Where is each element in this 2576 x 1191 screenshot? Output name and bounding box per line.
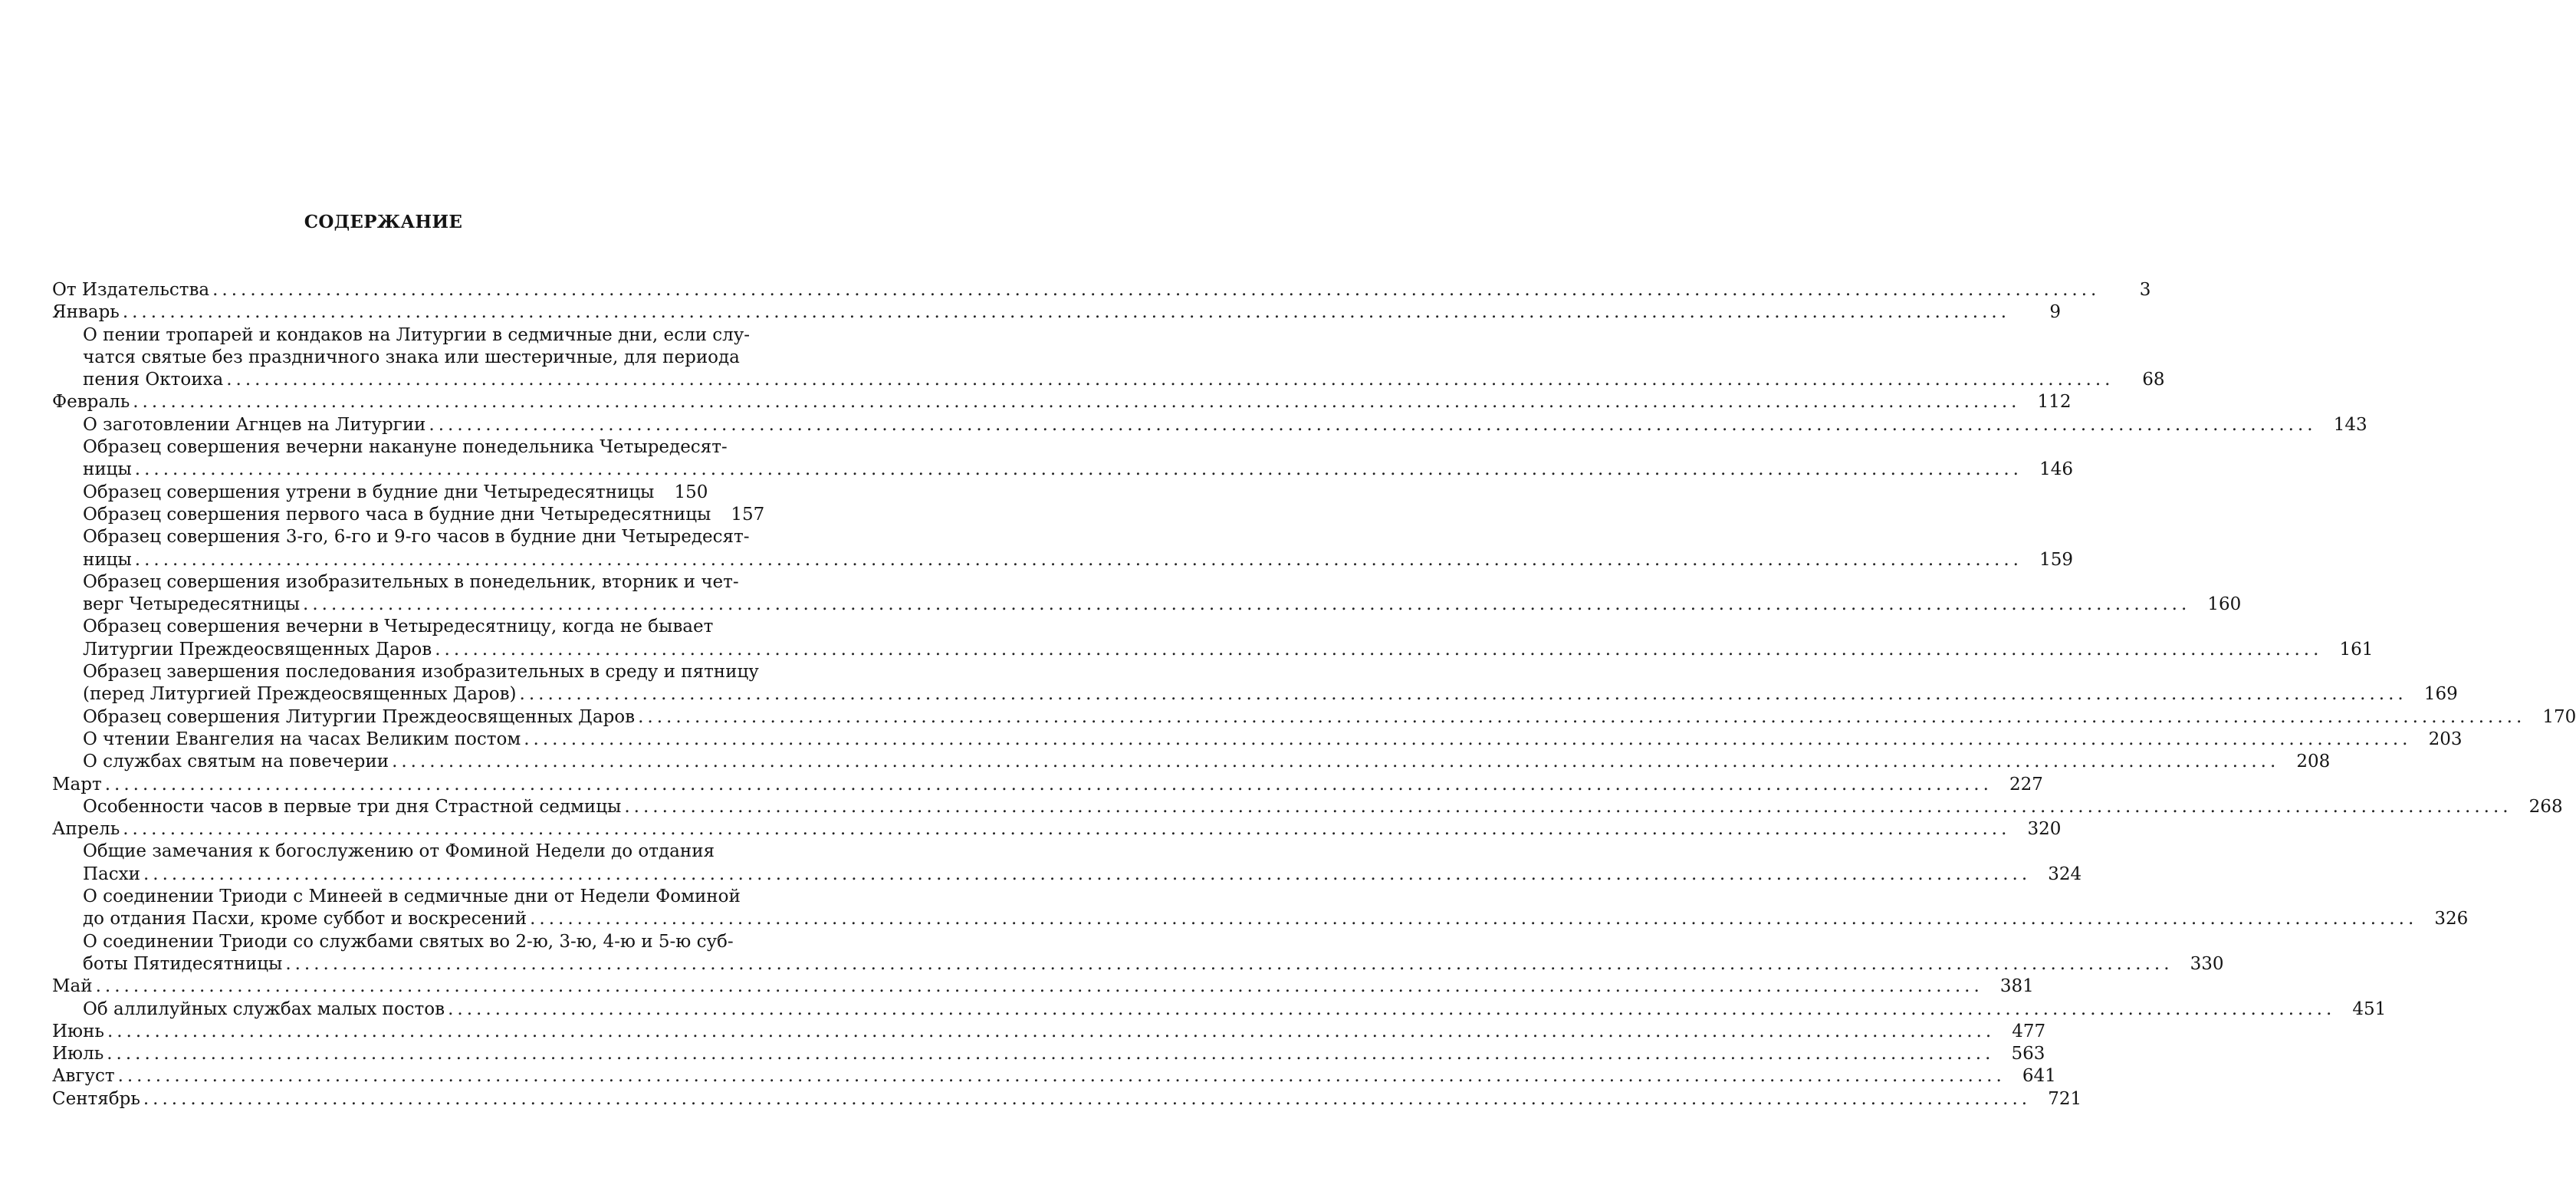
toc-entry-title: О службах святым на повечерии	[83, 752, 389, 772]
toc-entry-title: О чтении Евангелия на часах Великим постом	[83, 729, 521, 749]
page-number: 381	[1999, 976, 2034, 997]
toc-entry-final-line	[83, 683, 2458, 706]
toc-entry[interactable]	[52, 796, 2563, 818]
page-number: 157	[731, 504, 765, 525]
toc-entry-final-line	[83, 999, 2387, 1021]
toc-entry[interactable]	[52, 886, 2469, 931]
toc-entry-final-line	[83, 706, 2576, 729]
page-number: 146	[2039, 459, 2073, 480]
dot-leader: ........................................................................................................................................................................................................	[107, 1021, 1996, 1041]
toc-entry[interactable]	[52, 931, 2224, 976]
dot-leader: ........................................................................................................................................................................................................	[519, 684, 2407, 705]
toc-entry-final-line	[83, 796, 2563, 818]
toc-entry-final-line	[83, 639, 2374, 661]
dot-leader: ........................................................................................................................................................................................................	[303, 594, 2191, 615]
toc-entry[interactable]	[52, 751, 2331, 773]
toc-entry-title: Июль	[52, 1044, 104, 1064]
toc-entry-final-line	[83, 414, 2367, 436]
dot-leader: ........................................................................................................................................................................................................	[285, 953, 2174, 974]
toc-entry-text-line: Образец совершения вечерни накануне понедельника Четыредесят-	[83, 437, 728, 458]
toc-entry[interactable]	[52, 301, 2062, 324]
page-number: 721	[2048, 1088, 2082, 1109]
page-number: 143	[2333, 414, 2367, 435]
toc-entry-final-line	[52, 1021, 2046, 1043]
toc-entry[interactable]	[52, 482, 708, 504]
toc-entry-text-line: О соединении Триоди с Минеей в седмичные дни от Недели Фоминой	[83, 887, 741, 907]
page-number: 227	[2009, 774, 2043, 795]
page-number: 326	[2434, 909, 2469, 929]
dot-leader: ........................................................................................................................................................................................................	[638, 706, 2526, 727]
toc-entry[interactable]	[52, 841, 2082, 886]
dot-leader: ........................................................................................................................................................................................................	[448, 999, 2336, 1019]
page-number: 68	[2142, 370, 2165, 390]
toc-entry[interactable]	[52, 1065, 2056, 1087]
toc-entry-final-line	[83, 504, 765, 526]
page-number: 112	[2037, 392, 2072, 413]
page-number: 169	[2423, 684, 2458, 705]
toc-entry-title: Пасхи	[83, 864, 140, 884]
toc-entry[interactable]	[52, 324, 2165, 392]
toc-entry-title: Февраль	[52, 392, 130, 413]
toc-entry-final-line	[52, 976, 2034, 998]
toc-entry[interactable]	[52, 774, 2043, 796]
toc-entry[interactable]	[52, 1043, 2045, 1065]
page-number: 563	[2011, 1044, 2045, 1064]
toc-entry-final-line	[52, 1088, 2082, 1110]
toc-entry[interactable]	[52, 999, 2387, 1021]
toc-entry-title: до отдания Пасхи, кроме суббот и воскресений	[83, 909, 527, 929]
toc-entry-title: Об аллилуйных службах малых постов	[83, 999, 445, 1019]
page-number: 320	[2027, 819, 2062, 840]
toc-entry-final-line	[52, 279, 2151, 301]
dot-leader: ........................................................................................................................................................................................................	[143, 864, 2032, 884]
toc-entry[interactable]	[52, 976, 2034, 998]
toc-entry-title: (перед Литургией Преждеосвященных Даров)	[83, 684, 517, 705]
toc-entry-title: боты Пятидесятницы	[83, 953, 283, 974]
page-number: 9	[2049, 302, 2062, 323]
dot-leader: ........................................................................................................................................................................................................	[107, 1044, 1995, 1064]
toc-entry-text-line: чатся святые без праздничного знака или шестеричные, для периода	[83, 347, 740, 367]
toc-entry-text-line: О соединении Триоди со службами святых во 2-ю, 3-ю, 4-ю и 5-ю суб-	[83, 931, 734, 952]
dot-leader: ........................................................................................................................................................................................................	[429, 414, 2317, 435]
toc-entry-title: От Издательства	[52, 280, 210, 300]
toc-entry[interactable]	[52, 1088, 2082, 1110]
toc-entry-final-line	[83, 369, 2165, 391]
toc-entry-title: пения Октоиха	[83, 370, 224, 390]
toc-entry-title: Особенности часов в первые три дня Страстной седмицы	[83, 796, 622, 817]
dot-leader: ........................................................................................................................................................................................................	[122, 302, 2011, 323]
toc-entry-title: ницы	[83, 459, 132, 480]
toc-entry[interactable]	[52, 818, 2062, 841]
page-number: 203	[2428, 729, 2463, 749]
page-number: 150	[674, 482, 708, 502]
toc-entry-title: Образец совершения Литургии Преждеосвященных Даров	[83, 706, 636, 727]
dot-leader: ........................................................................................................................................................................................................	[117, 1066, 2006, 1087]
toc-entry-final-line	[83, 751, 2331, 773]
toc-entry[interactable]	[52, 391, 2072, 413]
dot-leader: ........................................................................................................................................................................................................	[143, 1088, 2032, 1109]
dot-leader: ........................................................................................................................................................................................................	[530, 909, 2418, 929]
dot-leader: ........................................................................................................................................................................................................	[524, 729, 2412, 749]
toc-entry[interactable]	[52, 436, 2073, 482]
toc-entry-final-line	[52, 774, 2043, 796]
dot-leader: ........................................................................................................................................................................................................	[212, 280, 2101, 300]
dot-leader: ........................................................................................................................................................................................................	[392, 752, 2280, 772]
toc-entry-final-line	[83, 953, 2224, 976]
toc-entry-final-line	[52, 391, 2072, 413]
toc-entry-final-line	[83, 729, 2463, 751]
dot-leader: ........................................................................................................................................................................................................	[134, 459, 2022, 480]
toc-entry-final-line	[52, 301, 2062, 324]
dot-leader: ........................................................................................................................................................................................................	[104, 774, 1993, 795]
toc-entry-final-line	[52, 1065, 2056, 1087]
toc-entry[interactable]	[52, 504, 765, 526]
table-of-contents	[52, 279, 2576, 1110]
toc-entry-title: Образец совершения первого часа в будние дни Четыредесятницы	[83, 504, 711, 525]
toc-entry-title: Май	[52, 976, 93, 997]
dot-leader: ........................................................................................................................................................................................................	[123, 819, 2011, 840]
toc-entry-title: верг Четыредесятницы	[83, 594, 301, 615]
page-number: 477	[2012, 1021, 2046, 1041]
toc-entry[interactable]	[52, 414, 2367, 436]
toc-entry-final-line	[83, 864, 2082, 886]
toc-entry-title: ницы	[83, 549, 132, 570]
toc-entry[interactable]	[52, 571, 2242, 617]
toc-entry-final-line	[83, 482, 708, 504]
dot-leader: ........................................................................................................................................................................................................	[134, 549, 2022, 570]
toc-entry[interactable]	[52, 729, 2463, 751]
toc-entry-final-line	[52, 1043, 2045, 1065]
page-number: 324	[2048, 864, 2082, 884]
toc-entry-final-line	[52, 818, 2062, 841]
toc-entry-text-line: Образец совершения 3-го, 6-го и 9-го часов в будние дни Четыредесят-	[83, 527, 750, 548]
toc-entry[interactable]	[52, 1021, 2046, 1043]
toc-entry-title: Сентябрь	[52, 1088, 140, 1109]
page-number: 268	[2528, 796, 2563, 817]
page-number: 451	[2352, 999, 2387, 1019]
page-number: 161	[2339, 639, 2374, 660]
dot-leader: ........................................................................................................................................................................................................	[624, 796, 2512, 817]
toc-entry-text-line: О пении тропарей и кондаков на Литургии в седмичные дни, если слу-	[83, 324, 751, 345]
dot-leader: ........................................................................................................................................................................................................	[95, 976, 1983, 997]
page-number: 159	[2039, 549, 2073, 570]
toc-entry[interactable]	[52, 279, 2151, 301]
toc-entry-title: Апрель	[52, 819, 120, 840]
toc-entry-title: Март	[52, 774, 102, 795]
page-number: 170	[2542, 706, 2576, 727]
page-number: 208	[2296, 752, 2331, 772]
toc-entry-text-line: Образец завершения последования изобразительных в среду и пятницу	[83, 662, 759, 683]
toc-entry-text-line: Образец совершения вечерни в Четыредесятницу, когда не бывает	[83, 617, 714, 637]
toc-entry-title: Июнь	[52, 1021, 104, 1041]
page-number: 330	[2190, 953, 2224, 974]
page-number: 3	[2139, 280, 2151, 300]
page-number: 641	[2022, 1066, 2056, 1087]
toc-entry[interactable]	[52, 706, 2576, 729]
toc-entry[interactable]	[52, 661, 2458, 706]
toc-entry-final-line	[83, 549, 2073, 571]
toc-entry-title: Литургии Преждеосвященных Даров	[83, 639, 432, 660]
page-number: 160	[2207, 594, 2242, 615]
page-title: СОДЕРЖАНИЕ	[304, 212, 463, 232]
toc-entry-title: Образец совершения утрени в будние дни Четыредесятницы	[83, 482, 655, 502]
toc-entry-title: Август	[52, 1066, 115, 1087]
dot-leader: ........................................................................................................................................................................................................	[133, 392, 2021, 413]
toc-entry-final-line	[83, 459, 2073, 481]
toc-entry-title: О заготовлении Агнцев на Литургии	[83, 414, 426, 435]
toc-entry-title: Январь	[52, 302, 120, 323]
dot-leader: ........................................................................................................................................................................................................	[226, 370, 2114, 390]
toc-entry[interactable]	[52, 526, 2073, 571]
toc-entry-final-line	[83, 908, 2469, 930]
toc-entry-final-line	[83, 594, 2242, 616]
toc-entry-text-line: Образец совершения изобразительных в понедельник, вторник и чет-	[83, 571, 739, 592]
dot-leader: ........................................................................................................................................................................................................	[435, 639, 2323, 660]
toc-entry-text-line: Общие замечания к богослужению от Фоминой Недели до отдания	[83, 841, 715, 862]
toc-entry[interactable]	[52, 616, 2374, 661]
